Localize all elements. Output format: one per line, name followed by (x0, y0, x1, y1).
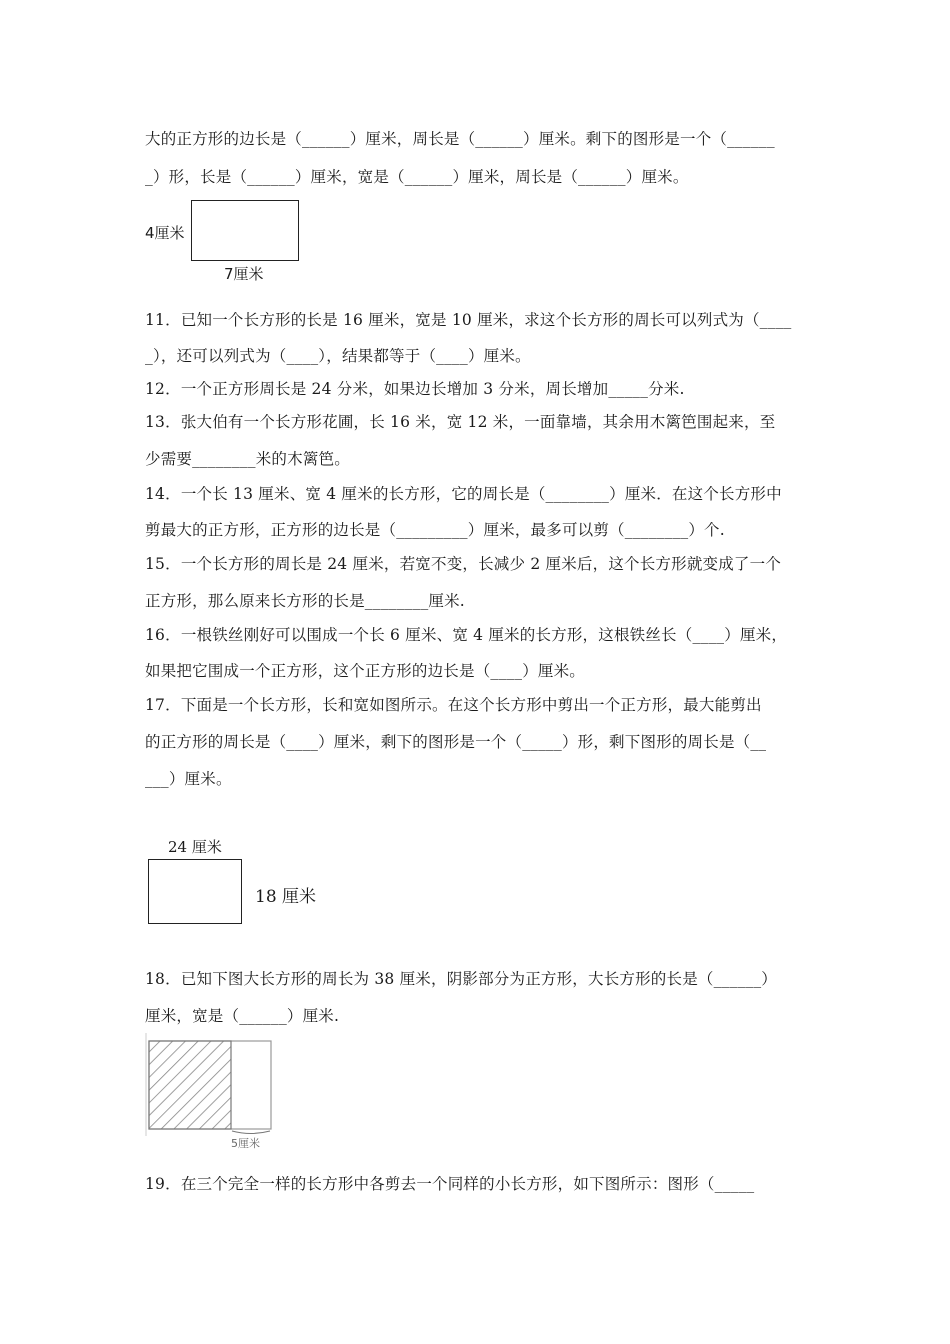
q10-rectangle (191, 200, 299, 261)
q10-height-label: 4厘米 (145, 224, 185, 242)
q18-diagram (143, 1032, 273, 1150)
q17-rectangle (148, 859, 242, 924)
q13-text-line-1: 13．张大伯有一个长方形花圃，长 16 米，宽 12 米，一面靠墙，其余用木篱笆围起来，至 (145, 413, 776, 431)
q14-text-line-1: 14．一个长 13 厘米、宽 4 厘米的长方形，它的周长是（________）厘米．在这个长方形中 (145, 485, 782, 503)
q16-text-line-1: 16．一根铁丝刚好可以围成一个长 6 厘米、宽 4 厘米的长方形，这根铁丝长（____）厘米， (145, 626, 788, 644)
q11-text-line-2: _），还可以列式为（____），结果都等于（____）厘米。 (145, 347, 531, 365)
q19-text-line-1: 19．在三个完全一样的长方形中各剪去一个同样的小长方形，如下图所示：图形（_____ (145, 1175, 755, 1193)
q16-text-line-2: 如果把它围成一个正方形，这个正方形的边长是（____）厘米。 (145, 662, 586, 680)
q13-text-line-2: 少需要________米的木篱笆。 (145, 450, 350, 468)
q11-text-line-1: 11．已知一个长方形的长是 16 厘米，宽是 10 厘米，求这个长方形的周长可以列式为（____ (145, 311, 792, 329)
q17-width-label: 24 厘米 (168, 838, 222, 856)
q18-text-line-2: 厘米，宽是（______）厘米. (145, 1007, 340, 1025)
q15-text-line-1: 15．一个长方形的周长是 24 厘米，若宽不变，长减少 2 厘米后，这个长方形就变成了一个 (145, 555, 782, 573)
q15-text-line-2: 正方形，那么原来长方形的长是________厘米. (145, 592, 465, 610)
q10-width-label: 7厘米 (224, 265, 264, 283)
q12-text-line-1: 12．一个正方形周长是 24 分米，如果边长增加 3 分米，周长增加_____分米. (145, 380, 685, 398)
q18-brace (232, 1131, 270, 1134)
q17-text-line-3: ___）厘米。 (145, 770, 232, 788)
q17-text-line-2: 的正方形的周长是（____）厘米，剩下的图形是一个（_____）形，剩下图形的周长是（__ (145, 733, 767, 751)
q10-text-line-2: _）形，长是（______）厘米，宽是（______）厘米，周长是（______）厘米。 (145, 168, 689, 186)
q17-height-label: 18 厘米 (255, 887, 317, 907)
q10-text-line-1: 大的正方形的边长是（______）厘米，周长是（______）厘米。剩下的图形是一个（______ (145, 130, 775, 148)
q18-width-label: 5厘米 (231, 1137, 260, 1150)
q14-text-line-2: 剪最大的正方形，正方形的边长是（_________）厘米，最多可以剪（________）个. (145, 521, 725, 539)
q18-shaded-square (149, 1041, 231, 1129)
q18-text-line-1: 18．已知下图大长方形的周长为 38 厘米，阴影部分为正方形，大长方形的长是（______） (145, 970, 778, 988)
q17-text-line-1: 17．下面是一个长方形，长和宽如图所示。在这个长方形中剪出一个正方形，最大能剪出 (145, 696, 762, 714)
